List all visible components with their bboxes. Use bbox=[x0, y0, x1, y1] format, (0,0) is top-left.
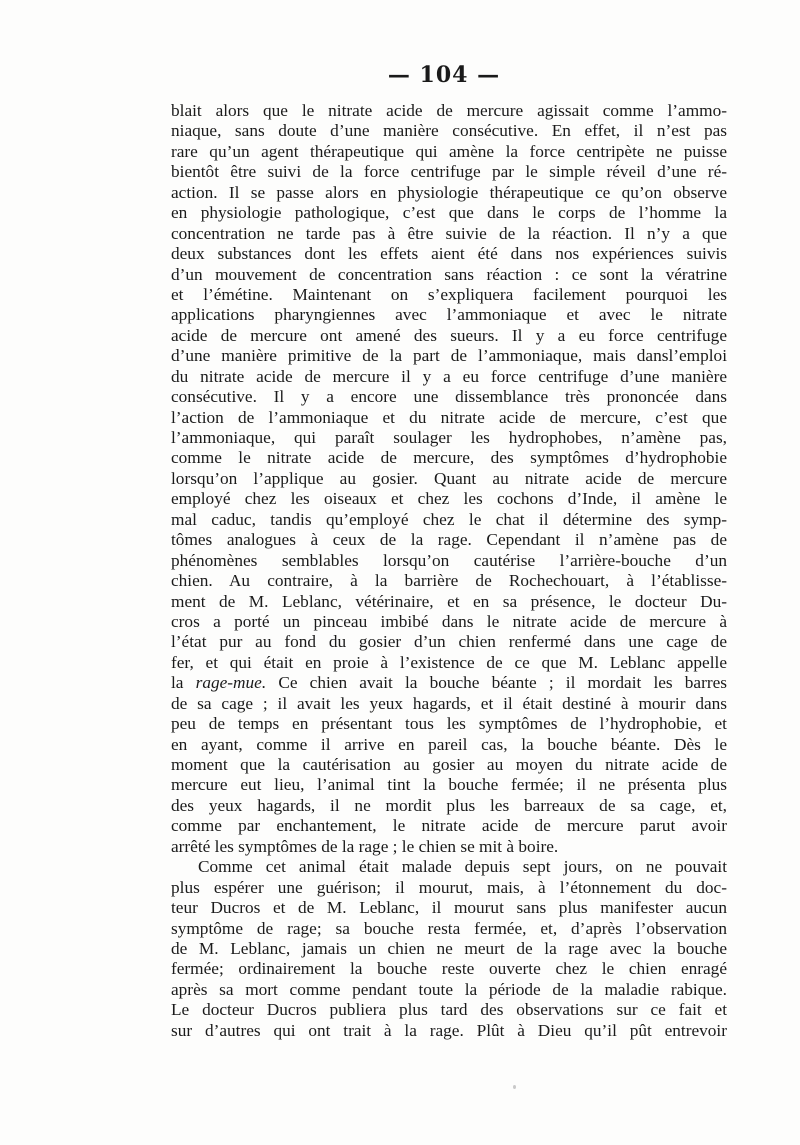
text-line: action. Il se passe alors en physiologie thérapeutique ce qu’on observe bbox=[171, 182, 727, 202]
paper-speck bbox=[513, 1085, 516, 1089]
text-line: rare qu’un agent thérapeutique qui amène la force centripète ne puisse bbox=[171, 141, 727, 161]
text-line: symptôme de rage; sa bouche resta fermée, et, d’après l’observation bbox=[171, 918, 727, 938]
text-line: mercure eut lieu, l’animal tint la bouche fermée; il ne présenta plus bbox=[171, 775, 727, 795]
text-run: Ce chien avait la bouche béante ; il mordait les barres bbox=[266, 673, 728, 693]
text-line: après sa mort comme pendant toute la période de la maladie rabique. bbox=[171, 979, 727, 999]
text-line: Le docteur Ducros publiera plus tard des observations sur ce fait et bbox=[171, 1000, 727, 1020]
text-line: consécutive. Il y a encore une dissemblance très prononcée dans bbox=[171, 387, 727, 407]
text-line: mal caduc, tandis qu’employé chez le chat il détermine des symp- bbox=[171, 509, 727, 529]
text-line: lorsqu’on l’applique au gosier. Quant au nitrate acide de mercure bbox=[171, 468, 727, 488]
text-line: sur d’autres qui ont trait à la rage. Plût à Dieu qu’il pût entrevoir bbox=[171, 1020, 727, 1040]
text-line: plus espérer une guérison; il mourut, mais, à l’étonnement du doc- bbox=[171, 877, 727, 897]
text-line: de sa cage ; il avait les yeux hagards, et il était destiné à mourir dans bbox=[171, 693, 727, 713]
text-line: et l’émétine. Maintenant on s’expliquera facilement pourquoi les bbox=[171, 284, 727, 304]
text-line: acide de mercure ont amené des sueurs. Il y a eu force centrifuge bbox=[171, 325, 727, 345]
text-line: ment de M. Leblanc, vétérinaire, et en sa présence, le docteur Du- bbox=[171, 591, 727, 611]
text-line: arrêté les symptômes de la rage ; le chien se mit à boire. bbox=[171, 836, 559, 856]
text-line: fermée; ordinairement la bouche reste ouverte chez le chien enragé bbox=[171, 959, 727, 979]
text-line: peu de temps en présentant tous les symptômes de l’hydrophobie, et bbox=[171, 714, 727, 734]
page-number: — 104 — bbox=[387, 62, 501, 88]
text-line: applications pharyngiennes avec l’ammoniaque et avec le nitrate bbox=[171, 305, 727, 325]
text-line: de M. Leblanc, jamais un chien ne meurt de la rage avec la bouche bbox=[171, 938, 727, 958]
text-line: phénomènes semblables lorsqu’on cautérise l’arrière-bouche d’un bbox=[171, 550, 727, 570]
text-line: moment que la cautérisation au gosier au moyen du nitrate acide de bbox=[171, 755, 727, 774]
text-line: du nitrate acide de mercure il y a eu force centrifuge d’une manière bbox=[171, 366, 727, 386]
text-line: d’une manière primitive de la part de l’ammoniaque, mais dansl’emploi bbox=[171, 346, 727, 366]
body-text bbox=[171, 101, 727, 1041]
text-line: concentration ne tarde pas à être suivie de la réaction. Il n’y a que bbox=[171, 223, 727, 243]
text-line: en ayant, comme il arrive en pareil cas, la bouche béante. Dès le bbox=[171, 734, 727, 754]
text-line: en physiologie pathologique, c’est que dans le corps de l’homme la bbox=[171, 203, 727, 223]
text-line: niaque, sans doute d’une manière consécutive. En effet, il n’est pas bbox=[171, 121, 727, 141]
text-line: cros a porté un pinceau imbibé dans le nitrate acide de mercure à bbox=[171, 611, 727, 631]
text-line: chien. Au contraire, à la barrière de Rochechouart, à l’établisse- bbox=[171, 571, 727, 591]
text-line: l’action de l’ammoniaque et du nitrate acide de mercure, c’est que bbox=[171, 407, 727, 427]
text-line: bientôt être suivi de la force centrifuge par le simple réveil d’une ré- bbox=[171, 162, 727, 182]
text-line: blait alors que le nitrate acide de mercure agissait comme l’ammo- bbox=[171, 101, 727, 120]
text-line: tômes analogues à ceux de la rage. Cependant il n’amène pas de bbox=[171, 530, 727, 550]
text-line: l’ammoniaque, qui paraît soulager les hydrophobes, n’amène pas, bbox=[171, 428, 727, 447]
text-line: comme le nitrate acide de mercure, des symptômes d’hydrophobie bbox=[171, 448, 727, 468]
text-line: comme par enchantement, le nitrate acide de mercure parut avoir bbox=[171, 816, 727, 836]
text-line: l’état pur au fond du gosier d’un chien renfermé dans une cage de bbox=[171, 632, 727, 652]
text-run: la bbox=[171, 673, 196, 693]
text-line: Comme cet animal était malade depuis sept jours, on ne pouvait bbox=[198, 857, 727, 877]
text-line: teur Ducros et de M. Leblanc, il mourut sans plus manifester aucun bbox=[171, 898, 727, 918]
text-line: d’un mouvement de concentration sans réaction : ce sont la vératrine bbox=[171, 264, 727, 284]
italic-term: rage-mue. bbox=[195, 673, 267, 693]
text-line: employé chez les oiseaux et chez les cochons d’Inde, il amène le bbox=[171, 489, 727, 509]
text-line: deux substances dont les effets aient été dans nos expériences suivis bbox=[171, 244, 727, 264]
text-line bbox=[171, 673, 727, 693]
text-line: fer, et qui était en proie à l’existence de ce que M. Leblanc appelle bbox=[171, 652, 727, 672]
text-line: des yeux hagards, il ne mordit plus les barreaux de sa cage, et, bbox=[171, 795, 727, 815]
